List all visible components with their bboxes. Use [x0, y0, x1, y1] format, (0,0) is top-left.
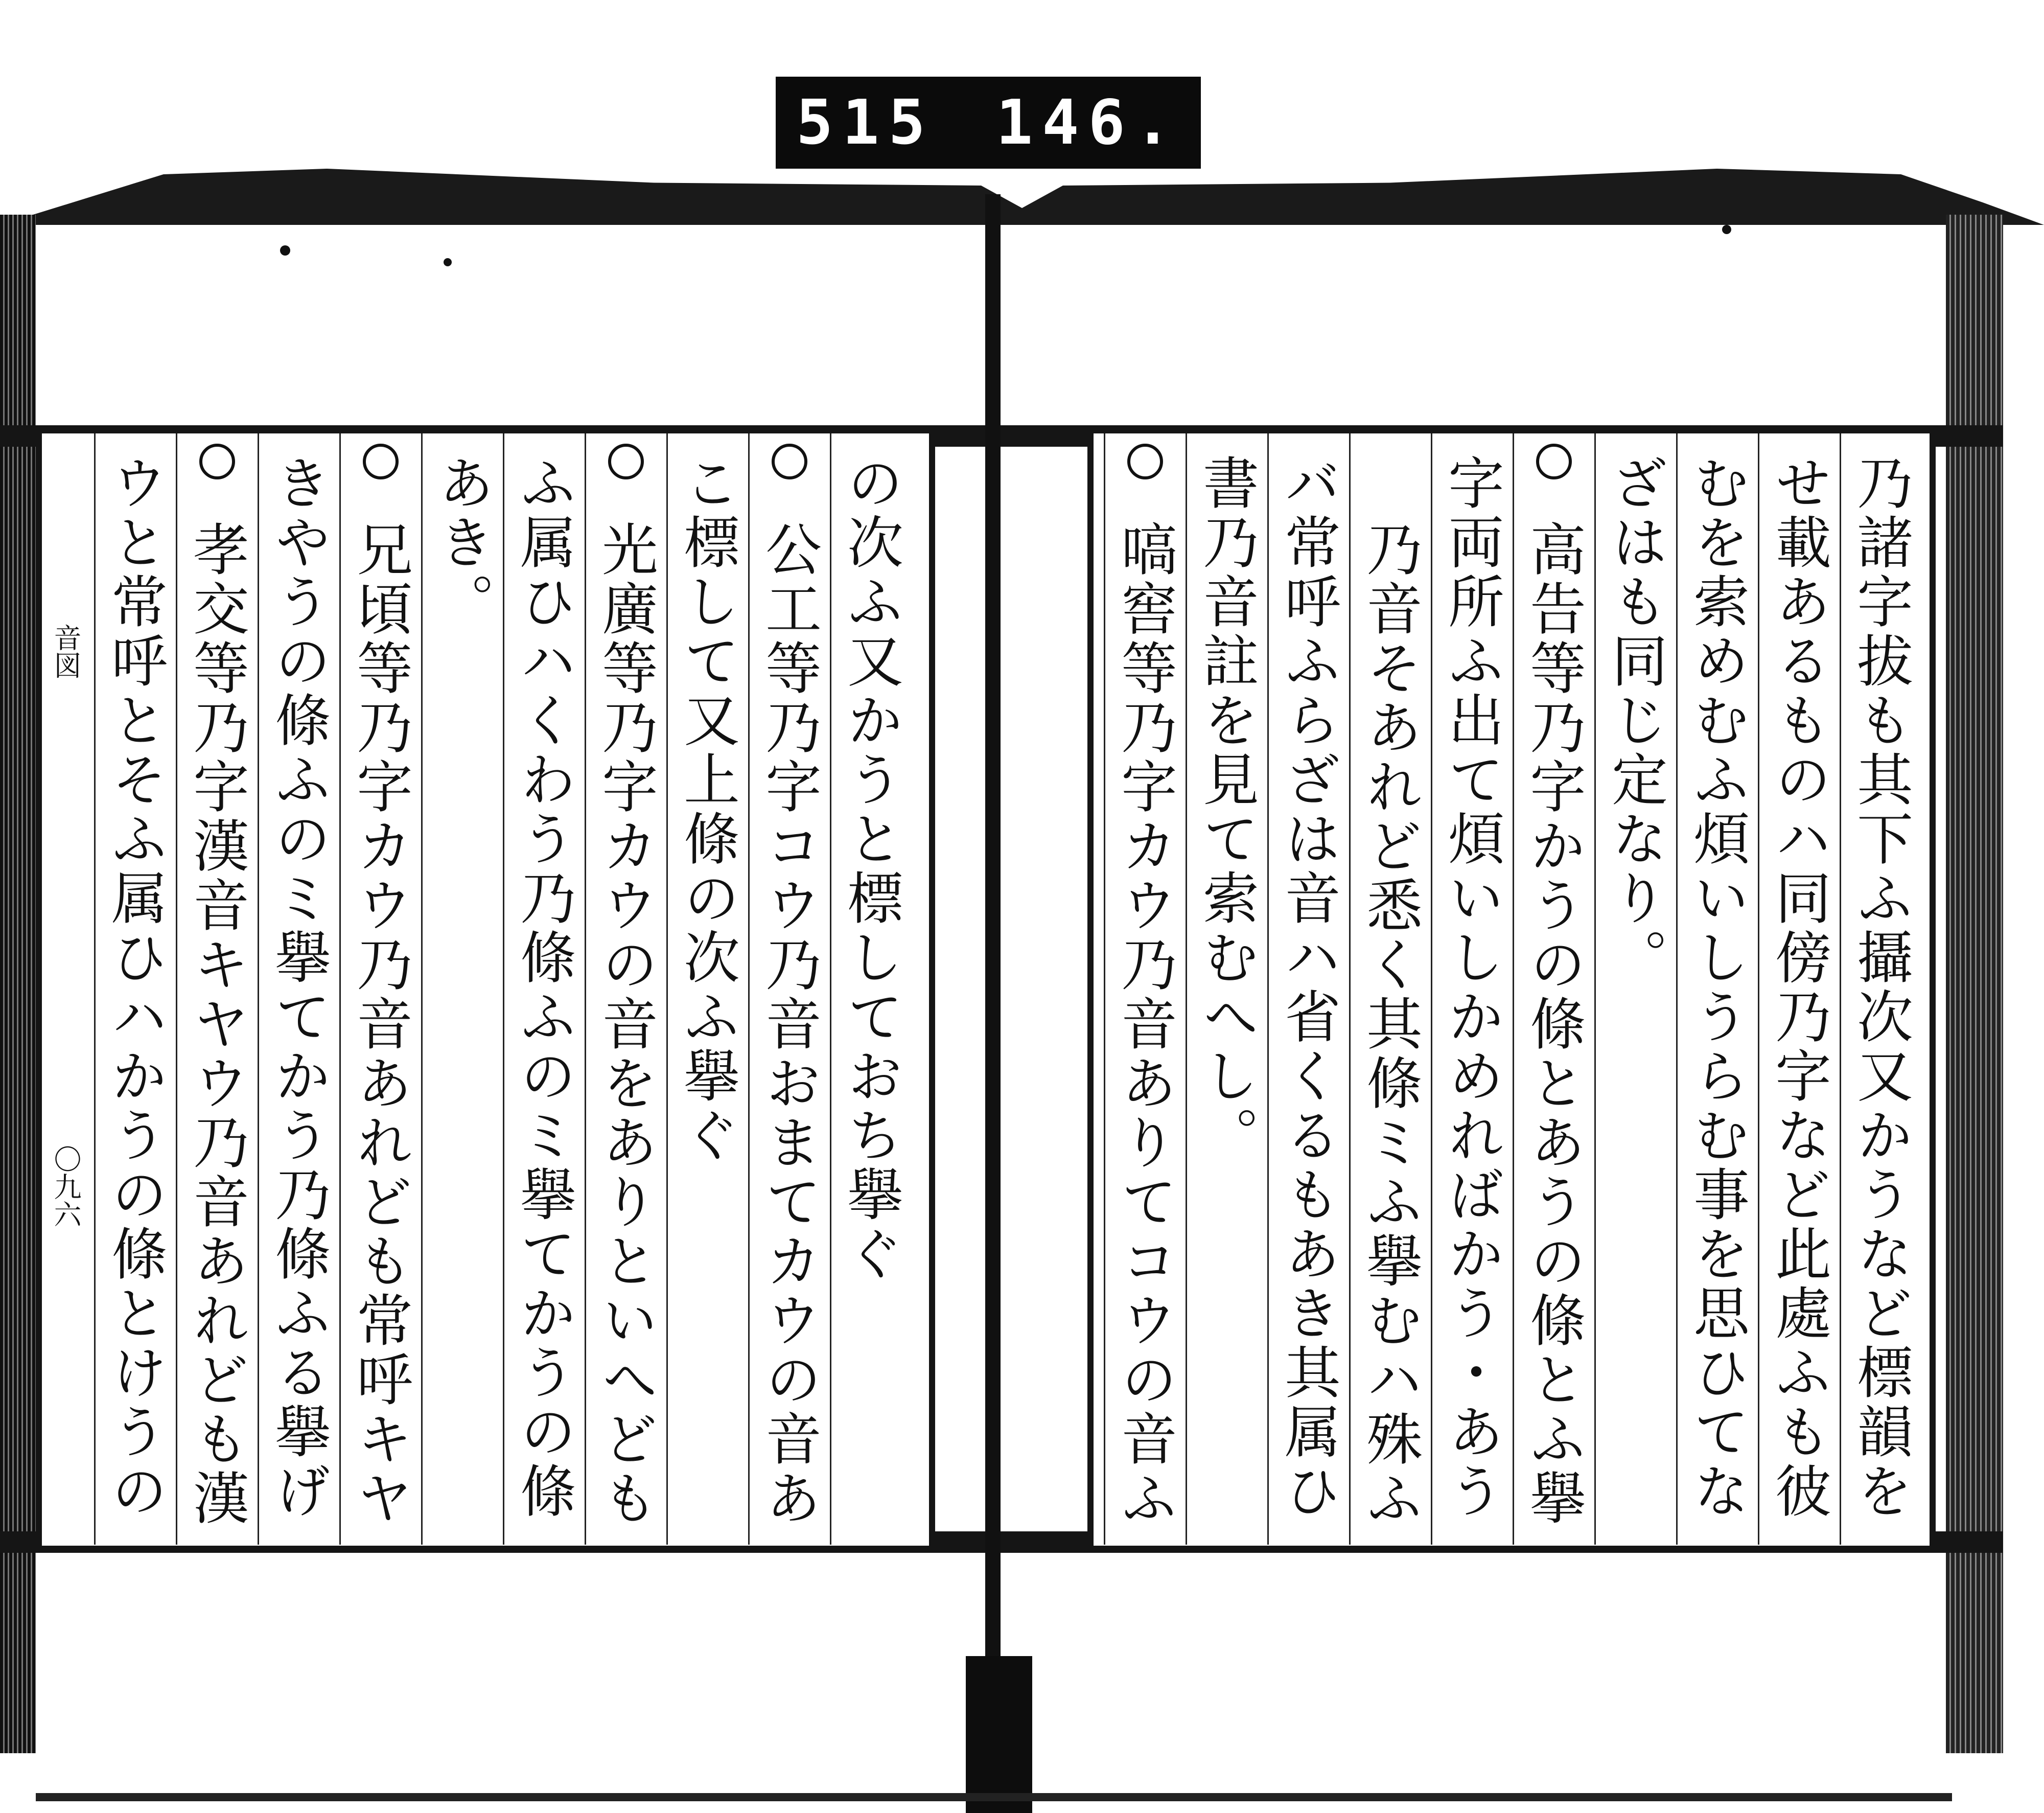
circle-marker-icon — [363, 444, 399, 479]
scan-speck — [1722, 225, 1731, 234]
left-column-8: きやうの條ふのミ擧てかう乃條ふる擧げ — [258, 433, 339, 1545]
circle-marker-icon — [1536, 444, 1572, 479]
left-column-4: 光廣等乃字カウの音をありといへども — [585, 433, 666, 1545]
circle-marker-icon — [1127, 444, 1163, 479]
right-column-3: むを索めむふ煩いしうらむ事を思ひてな — [1676, 433, 1758, 1545]
left-column-5: ふ属ひハくわう乃條ふのミ擧てかうの條 — [503, 433, 585, 1545]
right-column-10: 嗃窖等乃字カウ乃音ありてコウの音ふ — [1104, 433, 1186, 1545]
right-page-text — [1094, 433, 1930, 1545]
book-cover-top — [0, 169, 2044, 225]
left-column-3: こ標して又上條の次ふ擧ぐ — [666, 433, 748, 1545]
left-column-7: 兄頃等乃字カウ乃音あれども常呼キヤ — [339, 433, 421, 1545]
catalog-label — [776, 77, 1201, 169]
book-spine — [985, 194, 1001, 1666]
scan-speck — [280, 245, 290, 256]
circle-marker-icon — [199, 444, 235, 479]
catalog-label-right: 146. — [996, 87, 1180, 158]
binding-clip — [966, 1656, 1032, 1813]
right-column-4: ざはも同じ定なり。 — [1594, 433, 1676, 1545]
left-column-9: 孝交等乃字漢音キヤウ乃音あれども漢 — [176, 433, 258, 1545]
right-column-8: バ常呼ふらざは音ハ省くるもあき其属ひ — [1267, 433, 1349, 1545]
left-column-2: 公工等乃字コウ乃音おまてカウの音あ — [748, 433, 830, 1545]
right-column-9: 書乃音註を見て索むへし。 — [1186, 433, 1267, 1545]
circle-marker-icon — [772, 444, 807, 479]
right-column-2: せ載あるものハ同傍乃字など此處ふも彼 — [1758, 433, 1840, 1545]
right-column-6: 字両所ふ出て煩いしかめればかう・あう — [1431, 433, 1513, 1545]
left-column-1: の次ふ又かうと標しておち擧ぐ — [830, 433, 912, 1545]
left-column-6: あき。 — [421, 433, 503, 1545]
right-column-1: 乃諸字拔も其下ふ攝次又かうなど標韻を — [1840, 433, 1921, 1545]
page-header: 音図 — [50, 624, 82, 679]
book-bottom-edge — [36, 1793, 1952, 1801]
scan-speck — [444, 258, 452, 266]
circle-marker-icon — [608, 444, 644, 479]
right-column-5: 高告等乃字かうの條とあうの條とふ擧 — [1513, 433, 1594, 1545]
page-number: 〇九六 — [50, 1145, 82, 1228]
left-page-text — [72, 433, 912, 1545]
left-column-10: ウと常呼とそふ属ひハかうの條とけうの — [94, 433, 176, 1545]
catalog-label-left: 515 — [796, 87, 935, 158]
right-column-7: 乃音そあれど悉く其條ミふ擧むハ殊ふ — [1349, 433, 1431, 1545]
